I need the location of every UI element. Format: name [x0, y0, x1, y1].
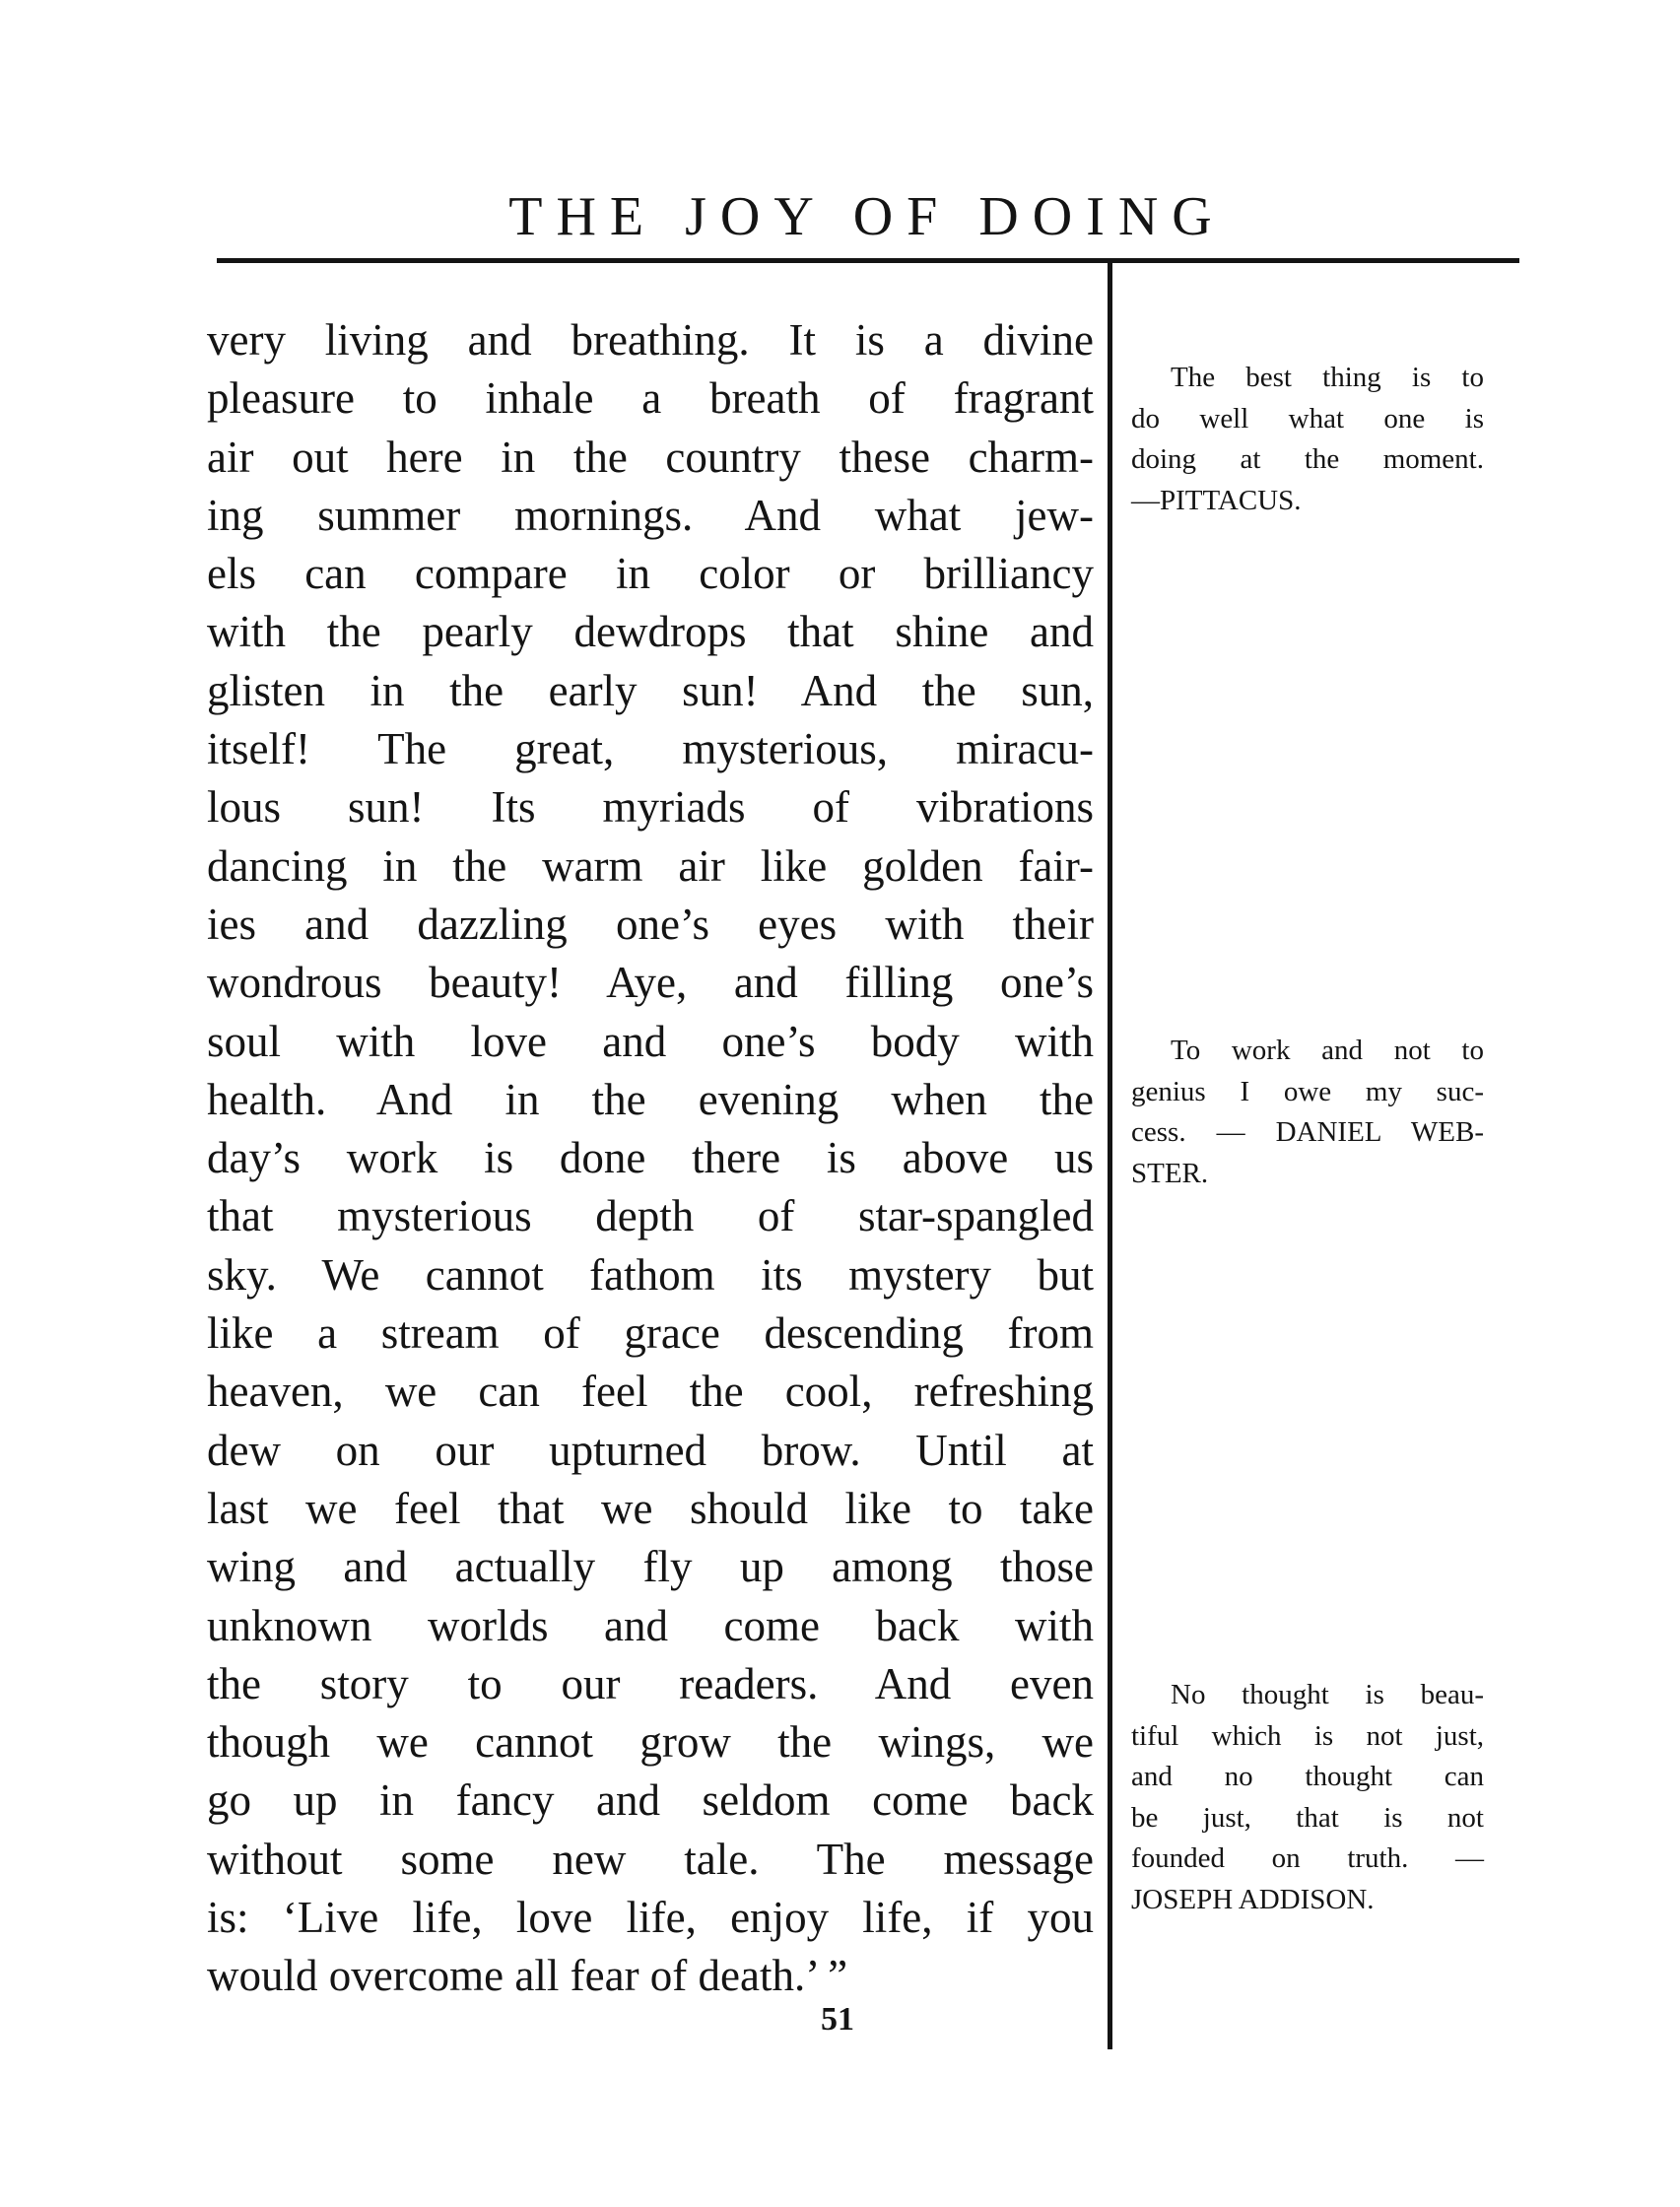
sidenote-line: do well what one is [1131, 402, 1484, 435]
sidenote-attribution: STER. [1131, 1157, 1209, 1189]
text-line: the story to our readers. And even [207, 1658, 1094, 1708]
sidenote-line: cess. — DANIEL WEB- [1131, 1116, 1484, 1149]
text-line: very living and breathing. It is a divine [207, 315, 1094, 365]
text-line: glisten in the early sun! And the sun, [207, 665, 1094, 715]
sidenote-webster-quote [1131, 1031, 1484, 1194]
main-text-column [207, 311, 1094, 2006]
sidenote-line: No thought is beau- [1171, 1679, 1484, 1710]
text-line: wing and actually fly up among those [207, 1542, 1094, 1592]
running-head: THE JOY OF DOING [508, 186, 1226, 247]
sidenote-line: founded on truth. — [1131, 1842, 1484, 1875]
sidenote-line: To work and not to [1171, 1035, 1484, 1066]
text-line: els can compare in color or brilliancy [207, 549, 1094, 599]
text-line: is: ‘Live life, love life, enjoy life, if you [207, 1893, 1094, 1943]
text-line: with the pearly dewdrops that shine and [207, 607, 1094, 657]
text-line: health. And in the evening when the [207, 1074, 1094, 1124]
text-line: day’s work is done there is above us [207, 1133, 1094, 1183]
text-line: would overcome all fear of death.’ ” [207, 1951, 848, 2001]
text-line: air out here in the country these charm- [207, 432, 1094, 482]
text-line: last we feel that we should like to take [207, 1483, 1094, 1533]
sidenote-addison-quote [1131, 1675, 1484, 1921]
text-line: sky. We cannot fathom its mystery but [207, 1249, 1094, 1300]
text-line: soul with love and one’s body with [207, 1016, 1094, 1066]
text-line: dancing in the warm air like golden fair- [207, 840, 1094, 891]
text-line: pleasure to inhale a breath of fragrant [207, 373, 1094, 424]
text-line: wondrous beauty! Aye, and filling one’s [207, 958, 1094, 1008]
sidenote-line: genius I owe my suc- [1131, 1075, 1484, 1107]
page-number: 51 [821, 2001, 854, 2038]
text-line: heaven, we can feel the cool, refreshing [207, 1367, 1094, 1417]
text-line: though we cannot grow the wings, we [207, 1717, 1094, 1768]
sidenote-line: tiful which is not just, [1131, 1719, 1484, 1752]
text-line: unknown worlds and come back with [207, 1600, 1094, 1650]
sidenote-attribution: —PITTACUS. [1131, 484, 1302, 516]
sidenote-attribution: JOSEPH ADDISON. [1131, 1883, 1375, 1915]
sidenote-line: The best thing is to [1171, 362, 1484, 393]
sidenote-line: and no thought can [1131, 1761, 1484, 1793]
text-line: lous sun! Its myriads of vibrations [207, 782, 1094, 833]
column-divider [1108, 260, 1112, 2049]
text-line: itself! The great, mysterious, miracu- [207, 724, 1094, 774]
sidenote-line: doing at the moment. [1131, 443, 1484, 476]
header-rule [217, 258, 1519, 263]
text-line: that mysterious depth of star-spangled [207, 1191, 1094, 1241]
sidenote-line: be just, that is not [1131, 1801, 1484, 1834]
text-line: like a stream of grace descending from [207, 1308, 1094, 1359]
text-line: go up in fancy and seldom come back [207, 1775, 1094, 1826]
text-line: ing summer mornings. And what jew- [207, 490, 1094, 540]
text-line: without some new tale. The message [207, 1834, 1094, 1884]
sidenote-pittacus-quote [1131, 358, 1484, 521]
text-line: ies and dazzling one’s eyes with their [207, 899, 1094, 949]
text-line: dew on our upturned brow. Until at [207, 1425, 1094, 1475]
